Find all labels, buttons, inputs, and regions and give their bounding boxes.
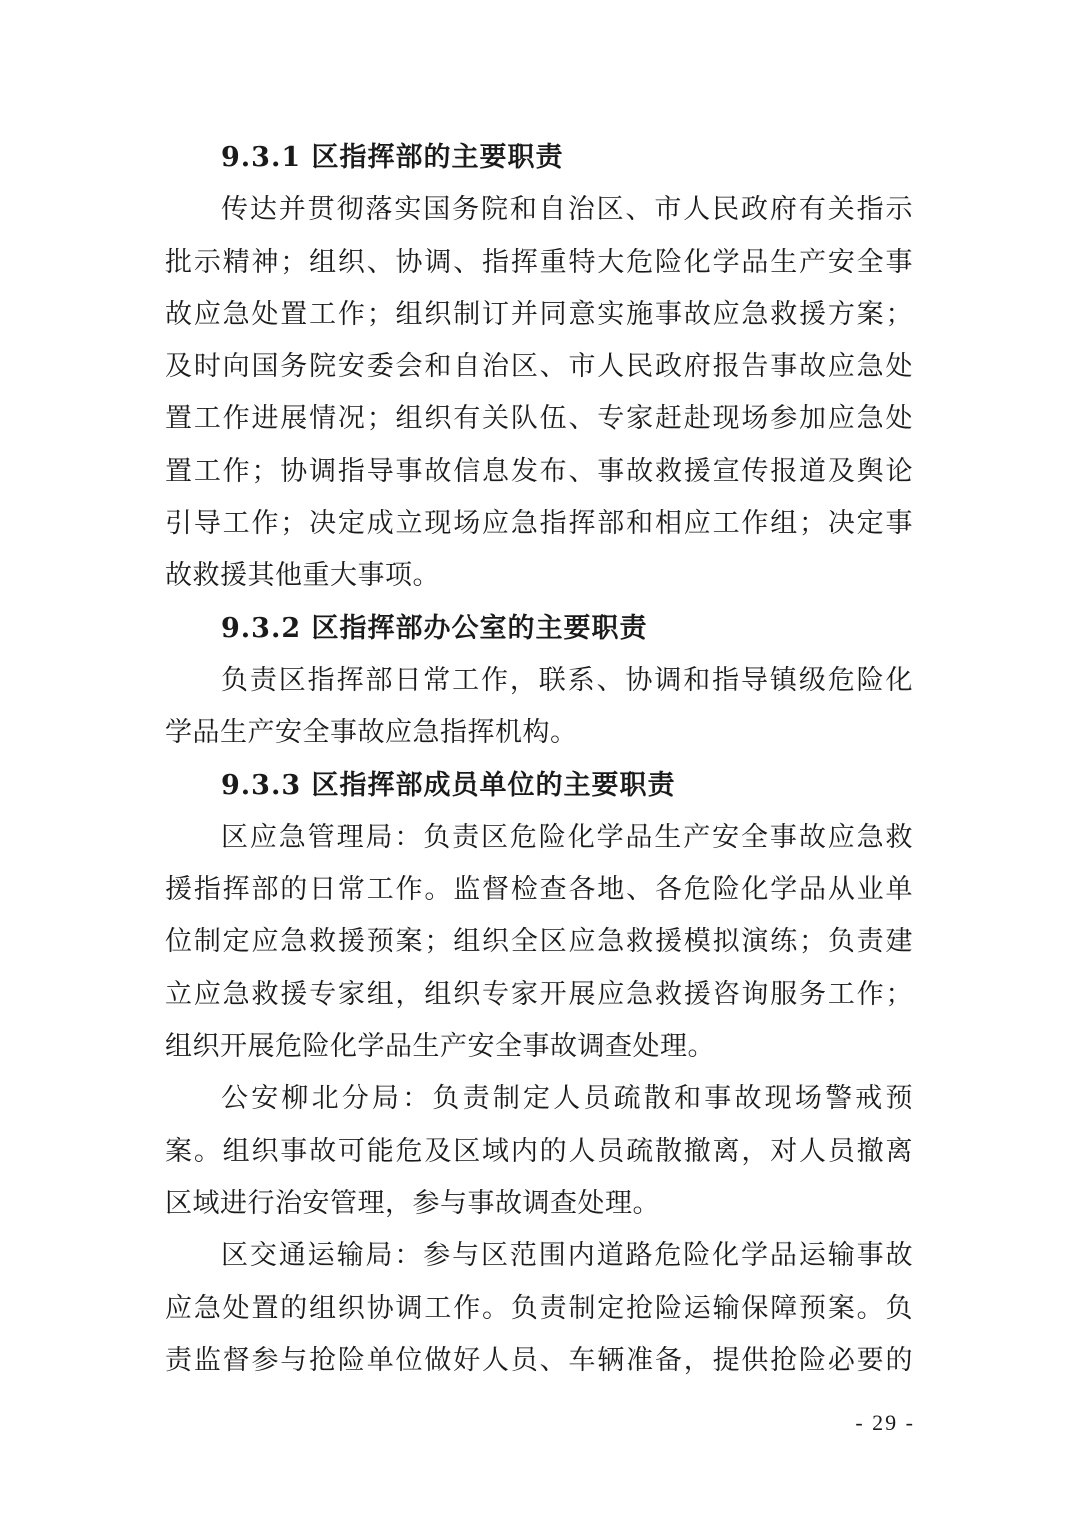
paragraph-line: 责监督参与抢险单位做好人员、车辆准备，提供抢险必要的 [165,1344,913,1376]
paragraph-line: 及时向国务院安委会和自治区、市人民政府报告事故应急处 [165,351,913,383]
paragraph-line: 区域进行治安管理，参与事故调查处理。 [165,1187,660,1219]
paragraph-line: 应急处置的组织协调工作。负责制定抢险运输保障预案。负 [165,1292,913,1324]
paragraph-line: 区应急管理局：负责区危险化学品生产安全事故应急救 [221,821,913,853]
paragraph-line: 引导工作；决定成立现场应急指挥部和相应工作组；决定事 [165,508,913,540]
paragraph-line: 故应急处置工作；组织制订并同意实施事故应急救援方案； [165,298,913,330]
paragraph-line: 负责区指挥部日常工作，联系、协调和指导镇级危险化 [221,664,913,696]
paragraph-line: 置工作进展情况；组织有关队伍、专家赶赴现场参加应急处 [165,403,913,435]
paragraph-line: 批示精神；组织、协调、指挥重特大危险化学品生产安全事 [165,246,913,278]
paragraph-line: 组织开展危险化学品生产安全事故调查处理。 [165,1031,715,1063]
paragraph-line: 传达并贯彻落实国务院和自治区、市人民政府有关指示 [221,194,913,226]
paragraph-line: 公安柳北分局：负责制定人员疏散和事故现场警戒预 [221,1083,913,1115]
paragraph-line: 置工作；协调指导事故信息发布、事故救援宣传报道及舆论 [165,455,913,487]
section-heading-9-3-2: 9.3.2 区指挥部办公室的主要职责 [221,612,648,644]
paragraph-line: 位制定应急救援预案；组织全区应急救援模拟演练；负责建 [165,926,913,958]
paragraph-line: 案。组织事故可能危及区域内的人员疏散撤离，对人员撤离 [165,1135,913,1167]
paragraph-line: 学品生产安全事故应急指挥机构。 [165,717,578,749]
document-body [165,132,913,1387]
section-heading-9-3-3: 9.3.3 区指挥部成员单位的主要职责 [221,769,676,801]
paragraph-line: 立应急救援专家组，组织专家开展应急救援咨询服务工作； [165,978,913,1010]
page-number: - 29 - [855,1410,915,1435]
section-heading-9-3-1: 9.3.1 区指挥部的主要职责 [221,142,564,173]
paragraph-line: 区交通运输局：参与区范围内道路危险化学品运输事故 [221,1240,913,1272]
paragraph-line: 援指挥部的日常工作。监督检查各地、各危险化学品从业单 [165,874,913,906]
paragraph-line: 故救援其他重大事项。 [165,560,440,592]
